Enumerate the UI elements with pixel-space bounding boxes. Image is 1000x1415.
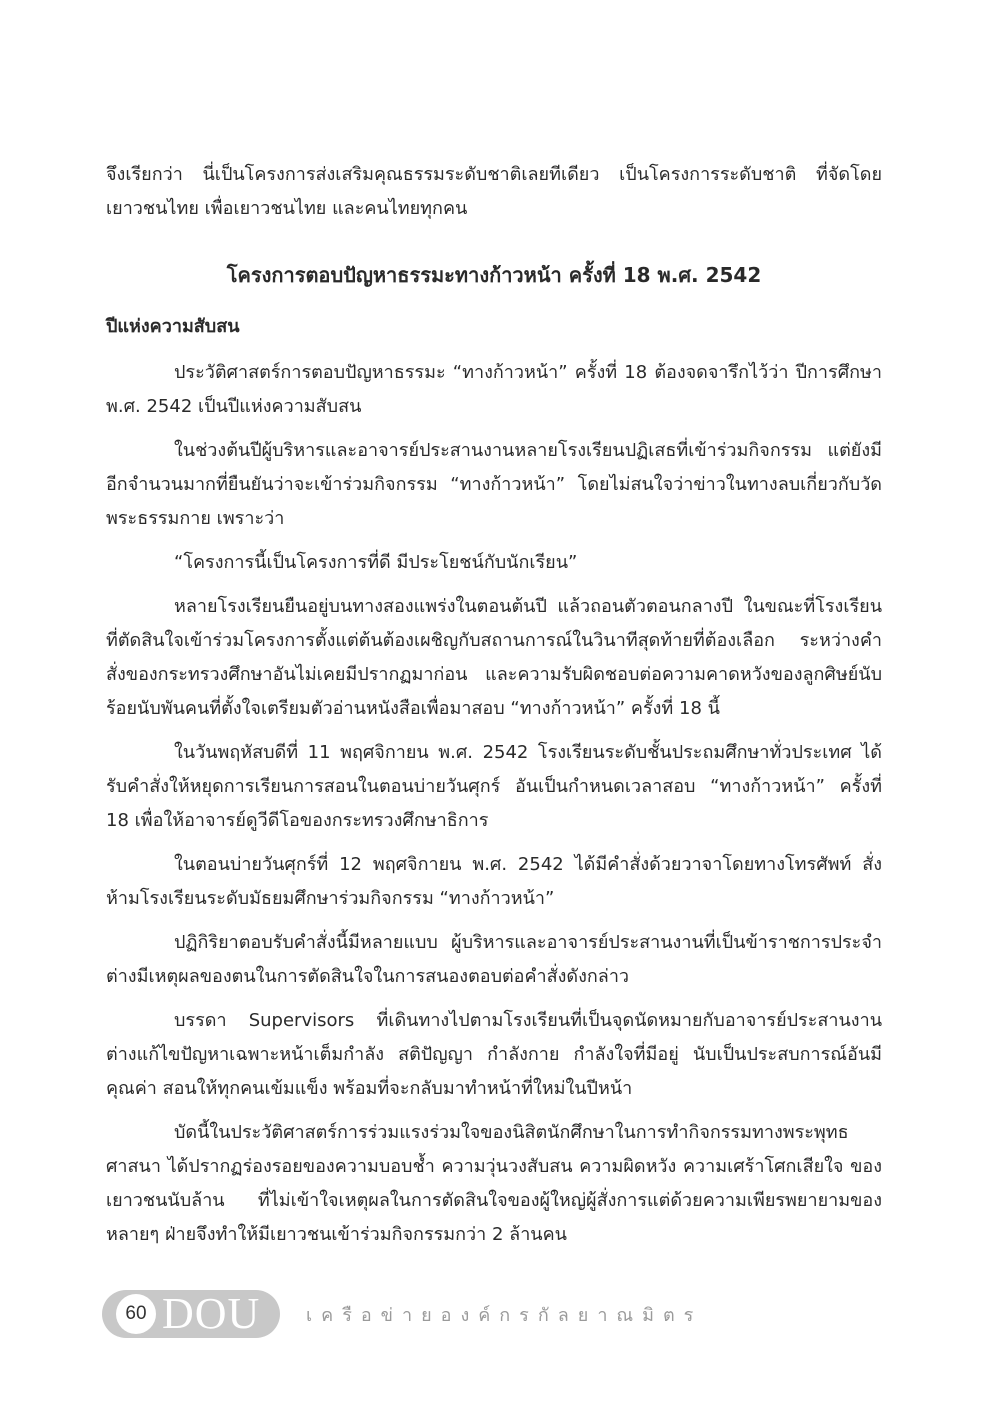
paragraph-1: ประวัติศาสตร์การตอบปัญหาธรรมะ “ทางก้าวหน้า” ครั้งที่ 18 ต้องจดจารึกไว้ว่า ปีการศึกษา พ.ศ. 2542 เป็นปีแห่งความสับสน — [106, 362, 882, 417]
paragraph-9: บัดนี้ในประวัติศาสตร์การร่วมแรงร่วมใจของนิสิตนักศึกษาในการทำกิจกรรมทางพระพุทธศาสนา ได้ปรากฏร่องรอยของความบอบช้ำ ความวุ่นวงสับสน ความผิดหวัง ความเศร้าโศกเสียใจ ของเยาวชนนับล้าน ที่ไม่เข้าใจเหตุผลในการตัดสินใจของผู้ใหญ่ผู้สั่งการแต่ด้วยความเพียรพยายามของหลายๆ ฝ่ายจึงทำให้มีเยาวชนเข้าร่วมกิจกรรมกว่า 2 ล้านคน — [106, 1122, 882, 1245]
paragraph-4: หลายโรงเรียนยืนอยู่บนทางสองแพร่งในตอนต้นปี แล้วถอนตัวตอนกลางปี ในขณะที่โรงเรียนที่ตัดสินใจเข้าร่วมโครงการตั้งแต่ต้นต้องเผชิญกับสถานการณ์ในวินาทีสุดท้ายที่ต้องเลือก ระหว่างคำสั่งของกระทรวงศึกษาอันไม่เคยมีปรากฏมาก่อน และความรับผิดชอบต่อความคาดหวังของลูกศิษย์นับร้อยนับพันคนที่ตั้งใจเตรียมตัวอ่านหนังสือเพื่อมาสอบ “ทางก้าวหน้า” ครั้งที่ 18 นี้ — [106, 596, 882, 719]
page-number: 60 — [116, 1294, 156, 1334]
section-subheading: ปีแห่งความสับสน — [106, 316, 240, 337]
paragraph-6: ในตอนบ่ายวันศุกร์ที่ 12 พฤศจิกายน พ.ศ. 2542 ได้มีคำสั่งด้วยวาจาโดยทางโทรศัพท์ สั่งห้ามโรงเรียนระดับมัธยมศึกษาร่วมกิจกรรม “ทางก้าวหน้า” — [106, 854, 882, 909]
dou-logo: DOU — [162, 1289, 261, 1338]
footer-badge — [102, 1290, 280, 1338]
paragraph-2: ในช่วงต้นปีผู้บริหารและอาจารย์ประสานงานหลายโรงเรียนปฏิเสธที่เข้าร่วมกิจกรรม แต่ยังมีอีกจำนวนมากที่ยืนยันว่าจะเข้าร่วมกิจกรรม “ทางก้าวหน้า” โดยไม่สนใจว่าข่าวในทางลบเกี่ยวกับวัดพระธรรมกาย เพราะว่า — [106, 440, 882, 529]
page-body — [106, 158, 882, 1262]
paragraph-8: บรรดา Supervisors ที่เดินทางไปตามโรงเรียนที่เป็นจุดนัดหมายกับอาจารย์ประสานงาน ต่างแก้ไขปัญหาเฉพาะหน้าเต็มกำลัง สติปัญญา กำลังกาย กำลังใจที่มีอยู่ นับเป็นประสบการณ์อันมีคุณค่า สอนให้ทุกคนเข้มแข็ง พร้อมที่จะกลับมาทำหน้าที่ใหม่ในปีหน้า — [106, 1010, 882, 1099]
network-name: เครือข่ายองค์กรกัลยาณมิตร — [306, 1304, 703, 1326]
paragraph-5: ในวันพฤหัสบดีที่ 11 พฤศจิกายน พ.ศ. 2542 โรงเรียนระดับชั้นประถมศึกษาทั่วประเทศ ได้รับคำสั่งให้หยุดการเรียนการสอนในตอนบ่ายวันศุกร์ อันเป็นกำหนดเวลาสอบ “ทางก้าวหน้า” ครั้งที่ 18 เพื่อให้อาจารย์ดูวีดีโอของกระทรวงศึกษาธิการ — [106, 742, 882, 831]
page-footer — [102, 1290, 702, 1338]
section-title: โครงการตอบปัญหาธรรมะทางก้าวหน้า ครั้งที่ 18 พ.ศ. 2542 — [226, 263, 762, 287]
paragraph-7: ปฏิกิริยาตอบรับคำสั่งนี้มีหลายแบบ ผู้บริหารและอาจารย์ประสานงานที่เป็นข้าราชการประจำต่างมีเหตุผลของตนในการตัดสินใจในการสนองตอบต่อคำสั่งดังกล่าว — [106, 932, 882, 987]
intro-paragraph: จึงเรียกว่า นี่เป็นโครงการส่งเสริมคุณธรรมระดับชาติเลยทีเดียว เป็นโครงการระดับชาติ ที่จัดโดยเยาวชนไทย เพื่อเยาวชนไทย และคนไทยทุกคน — [106, 164, 882, 219]
paragraph-quote: “โครงการนี้เป็นโครงการที่ดี มีประโยชน์กับนักเรียน” — [174, 552, 578, 573]
